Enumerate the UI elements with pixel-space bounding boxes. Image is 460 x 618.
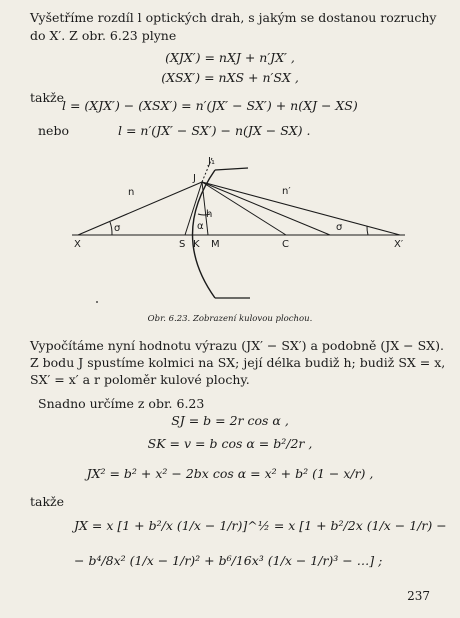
equation-sk: SK = v = b cos α = b²/2r , [147, 436, 313, 451]
paragraph2-line2: Z bodu J spustíme kolmici na SX; její délka budiž h; budiž SX = x, [30, 355, 446, 370]
label-c: C [282, 239, 289, 250]
paragraph1-line2: do X′. Z obr. 6.23 plyne [30, 28, 177, 43]
label-alpha: α [197, 221, 204, 232]
label-x-prime: X′ [394, 239, 404, 250]
label-j: J [193, 173, 196, 184]
figure-caption: Obr. 6.23. Zobrazení kulovou plochou. [147, 314, 313, 324]
label-sigma-left: σ [114, 223, 121, 234]
label-k: K [193, 239, 200, 250]
label-s: S [179, 239, 186, 250]
equation-xsx: (XSX′) = nXS + n′SX , [161, 70, 299, 85]
equation-l-final: l = n′(JX′ − SX′) − n(JX − SX) . [118, 123, 311, 138]
snadno-text: Snadno určíme z obr. 6.23 [38, 396, 205, 411]
label-h: h [206, 209, 213, 220]
equation-jx-series: JX = x [1 + b²/x (1/x − 1/r)]^½ = x [1 + b²/2x (1/x − 1/r) − [74, 518, 447, 533]
label-x: X [74, 239, 81, 250]
equation-jx-squared: JX² = b² + x² − 2bx cos α = x² + b² (1 − x/r) , [86, 466, 374, 481]
equation-sj: SJ = b = 2r cos α , [171, 413, 289, 428]
label-sigma-right: σ [336, 222, 343, 233]
word-takze: takže [30, 90, 65, 105]
word-takze-2: takže [30, 494, 65, 509]
label-j1: J₁ [208, 156, 215, 167]
paragraph1-line1: Vyšetříme rozdíl l optických drah, s jakým se dostanou rozruchy [30, 10, 437, 25]
label-n: n [128, 187, 135, 198]
equation-xjx: (XJX′) = nXJ + n′JX′ , [165, 50, 295, 65]
figure-refraction-diagram [60, 150, 420, 310]
paragraph2-line3: SX′ = x′ a r poloměr kulové plochy. [30, 372, 250, 387]
label-n-prime: n′ [282, 186, 291, 197]
page-number: 237 [407, 589, 430, 603]
word-nebo: nebo [38, 123, 69, 138]
paragraph2-line1: Vypočítáme nyní hodnotu výrazu (JX′ − SX′) a podobně (JX − SX). [30, 338, 444, 353]
figure-dot [96, 301, 98, 303]
equation-jx-series-cont: − b⁴/8x² (1/x − 1/r)² + b⁶/16x³ (1/x − 1/r)³ − …] ; [74, 553, 383, 568]
label-m: M [211, 239, 220, 250]
equation-l-difference: l = (XJX′) − (XSX′) = n′(JX′ − SX′) + n(XJ − XS) [62, 98, 358, 113]
